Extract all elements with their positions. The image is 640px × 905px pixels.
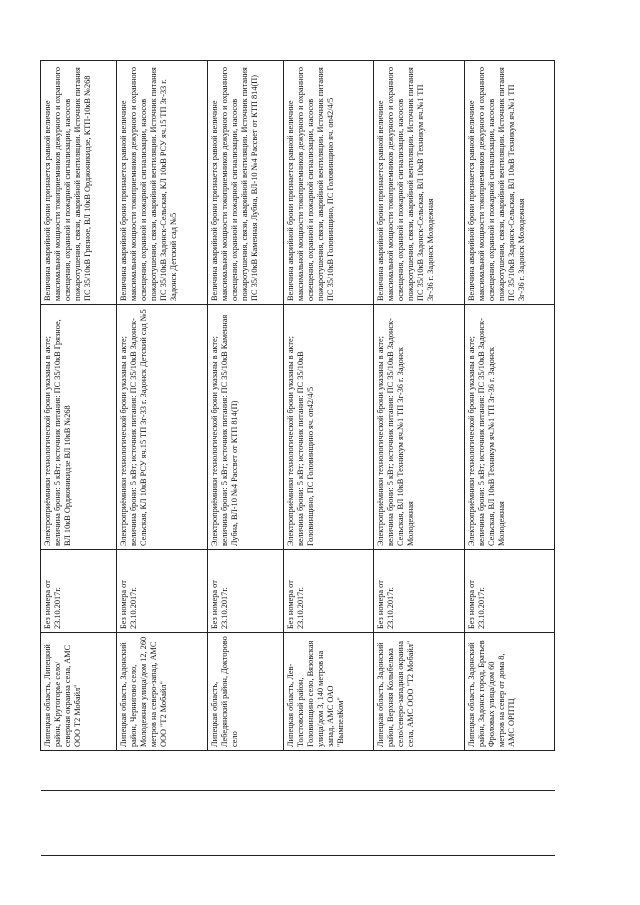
tech-reserve-cell: Электроприёмники технологической брони указаны в акте; величина брони: 5 кВт; источник питания: ПС 35/10кВ Задонск-Сельская, ВЛ 10кВ Техникум яч.№1 ТП 3г-36 г. Задонск Молодежная bbox=[464, 305, 554, 550]
table-row bbox=[464, 61, 554, 856]
location-cell: Липецкая область, Задонский район, Верхняя Колыбелька село/северо-западная окраина села, АМС ООО "Т2 Мобайл" bbox=[374, 633, 464, 751]
empty-cell bbox=[284, 751, 374, 791]
location-cell: Липецкая область, Лебедянский район, Докторово село bbox=[207, 633, 283, 751]
power-reserve-table bbox=[40, 60, 555, 856]
empty-cell bbox=[117, 791, 207, 856]
empty-cell bbox=[41, 791, 117, 856]
tech-reserve-cell: Электроприёмники технологической брони указаны в акте; величина брони: 5 кВт; источник питания: ПС 35/10кВ Каменная Лубна, ВЛ-10 №4 Рассвет от КТП 814(П) bbox=[207, 305, 283, 550]
location-cell: Липецкая область, Задонский район, Чернигово село, Молодежная улица/дом 12, 260 метров на северо-запад, АМС ООО "Т2 Мобайл" bbox=[117, 633, 207, 751]
table-body bbox=[41, 61, 555, 856]
empty-cell bbox=[374, 791, 464, 856]
act-number-cell: Без номера от 23.10.2017г. bbox=[117, 550, 207, 633]
location-cell: Липецкая область, Липецкий район, Крутогорье село/северная окраина села, АМС ООО Т2 Мобайл" bbox=[41, 633, 117, 751]
location-cell: Липецкая область, Лев-Толстовский район, Головинщино село, Вязовская улица/дом 3, 140 метров на запад, АМС ОАО "ВымпелКом" bbox=[284, 633, 374, 751]
act-number-cell: Без номера от 23.10.2017г. bbox=[284, 550, 374, 633]
emergency-reserve-cell: Величина аварийной брони признается равной величине максимальной мощности токоприемников дежурного и охранного освещения, охранной и пожарной сигнализации, насосов пожаротушения, связи, аварийной вентиляции. Источник питания ПС 35/10кВ Грязное, ВЛ 10кВ Орджоникидзе, КТП-10кВ №268 bbox=[41, 61, 117, 305]
act-number-cell: Без номера от 23.10.2017г. bbox=[464, 550, 554, 633]
emergency-reserve-cell: Величина аварийной брони признается равной величине максимальной мощности токоприемников дежурного и охранного освещения, охранной и пожарной сигнализации, насосов пожаротушения, связи, аварийной вентиляции. Источник питания ПС 35/10кВ Задонск-Сельская, КЛ 10кВ РСУ яч.15 ТП 3г-33 г. Задонск Детский сад №5 bbox=[117, 61, 207, 305]
empty-cell bbox=[117, 751, 207, 791]
table-row bbox=[284, 61, 374, 856]
tech-reserve-cell: Электроприёмники технологической брони указаны в акте; величина брони: 5 кВт; источник питания: ПС 35/10кВ Грязное, ВЛ 10кВ Орджоникидзе ВЛ 10кВ №268 bbox=[41, 305, 117, 550]
table-row bbox=[374, 61, 464, 856]
empty-cell bbox=[207, 791, 283, 856]
emergency-reserve-cell: Величина аварийной брони признается равной величине максимальной мощности токоприемников дежурного и охранного освещения, охранной и пожарной сигнализации, насосов пожаротушения, связи, аварийной вентиляции. Источник питания ПС 35/10кВ Головинщино, ПС Головинщино яч. оп42/4/5 bbox=[284, 61, 374, 305]
empty-cell bbox=[41, 751, 117, 791]
emergency-reserve-cell: Величина аварийной брони признается равной величине максимальной мощности токоприемников дежурного и охранного освещения, охранной и пожарной сигнализации, насосов пожаротушения, связи, аварийной вентиляции. Источник питания ПС 35/10кВ Задонск-Сельская, ВЛ 10кВ Техникум яч.№1 ТП 3г-36 г. Задонск Молодежная bbox=[464, 61, 554, 305]
emergency-reserve-cell: Величина аварийной брони признается равной величине максимальной мощности токоприемников дежурного и охранного освещения, охранной и пожарной сигнализации, насосов пожаротушения, связи, аварийной вентиляции. Источник питания ПС 35/10кВ Задонск-Сельская, ВЛ 10кВ Техникум яч.№1 ТП 3г-36 г. Задонск Молодежная bbox=[374, 61, 464, 305]
empty-cell bbox=[284, 791, 374, 856]
tech-reserve-cell: Электроприёмники технологической брони указаны в акте; величина брони: 5 кВт; источник питания: ПС 35/10кВ Головинщино, ПС Головинщино яч. оп42/4/5 bbox=[284, 305, 374, 550]
table-row bbox=[207, 61, 283, 856]
rotated-table-wrapper bbox=[40, 61, 555, 856]
act-number-cell: Без номера от 23.10.2017г. bbox=[207, 550, 283, 633]
empty-cell bbox=[464, 751, 554, 791]
location-cell: Липецкая область, Задонский район, Задонск город, Братьев Фроловых улица/дом 60 метров на север от дома 8, АМС ОРПТЦ bbox=[464, 633, 554, 751]
tech-reserve-cell: Электроприёмники технологической брони указаны в акте; величина брони: 5 кВт; источник питания: ПС 35/10кВ Задонск-Сельская, ВЛ 10кВ Техникум яч.№1 ТП 3г-36 г. Задонск Молодежная bbox=[374, 305, 464, 550]
tech-reserve-cell: Электроприёмники технологической брони указаны в акте; величина брони: 5 кВт; источник питания: ПС 35/10кВ Задонск-Сельская, КЛ 10кВ РСУ яч.15 ТП 3г-33 г. Задонск Детский сад №5 bbox=[117, 305, 207, 550]
emergency-reserve-cell: Величина аварийной брони признается равной величине максимальной мощности токоприемников дежурного и охранного освещения, охранной и пожарной сигнализации, насосов пожаротушения, связи, аварийной вентиляции. Источник питания ПС 35/10кВ Каменная Лубна, ВЛ-10 №4 Рассвет от КТП 814(П) bbox=[207, 61, 283, 305]
act-number-cell: Без номера от 23.10.2017г. bbox=[41, 550, 117, 633]
table-row bbox=[117, 61, 207, 856]
act-number-cell: Без номера от 23.10.2017г. bbox=[374, 550, 464, 633]
table-row bbox=[41, 61, 117, 856]
empty-cell bbox=[464, 791, 554, 856]
empty-cell bbox=[207, 751, 283, 791]
empty-cell bbox=[374, 751, 464, 791]
